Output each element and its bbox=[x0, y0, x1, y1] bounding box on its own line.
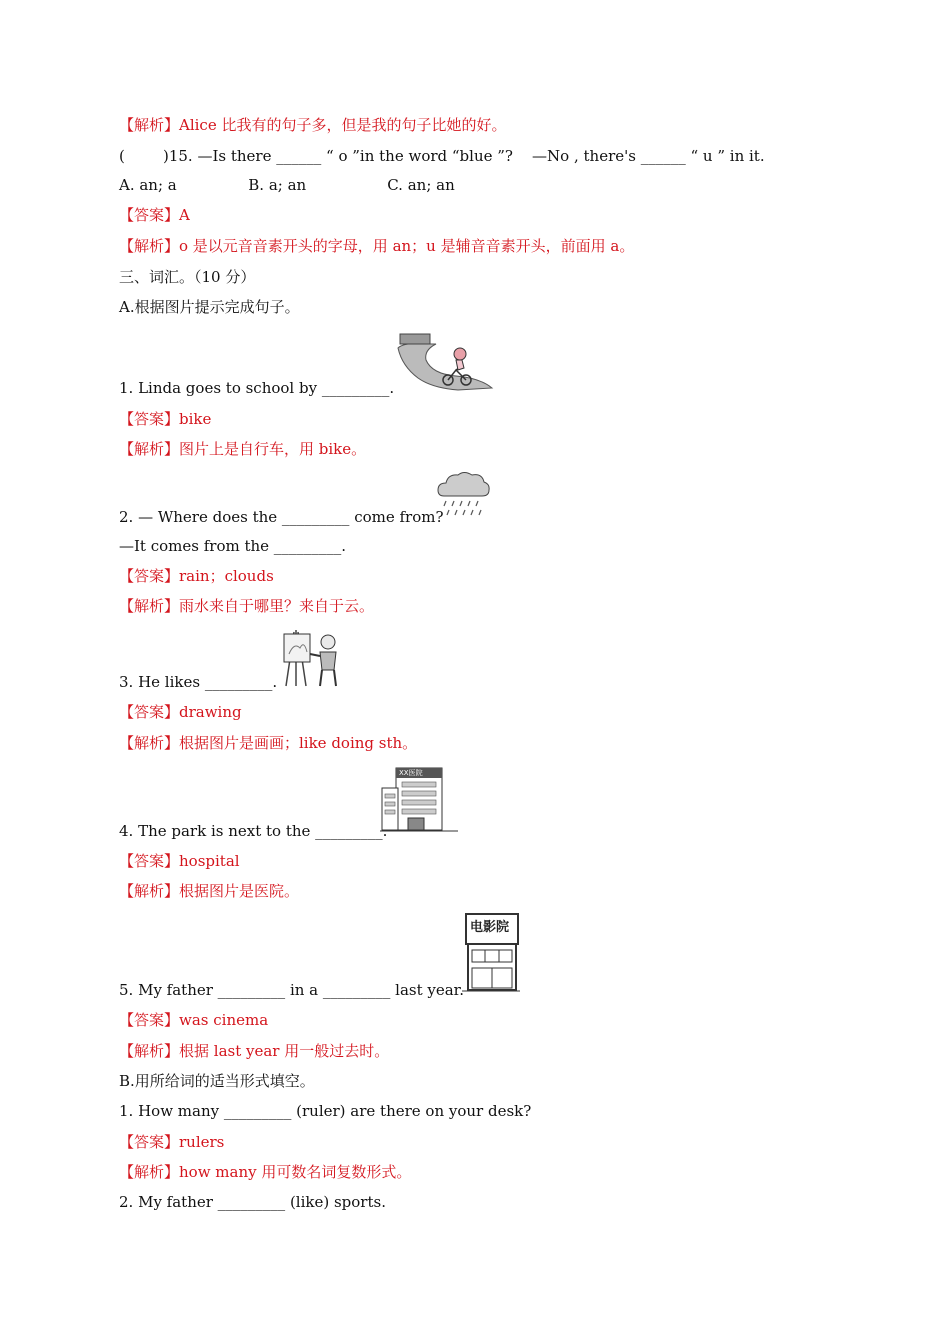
answer-text: 【答案】bike bbox=[119, 410, 212, 428]
analysis-text: 【解析】雨水来自于哪里？来自于云。 bbox=[119, 597, 375, 615]
vocab-question-4 bbox=[119, 822, 387, 840]
hospital-building-image bbox=[380, 766, 460, 834]
section-title: 三、词汇。（10 分） bbox=[119, 268, 256, 286]
vocab-question-3 bbox=[119, 673, 277, 691]
form-question-1 bbox=[119, 1102, 531, 1120]
question-text: 2. — Where does the _________ come from? bbox=[119, 508, 444, 526]
answer-text: 【答案】was cinema bbox=[119, 1011, 269, 1029]
form-answer-1 bbox=[119, 1133, 224, 1151]
form-analysis-1 bbox=[119, 1163, 411, 1181]
analysis-text: 【解析】根据图片是画画；like doing sth。 bbox=[119, 734, 418, 752]
answer-text: 【答案】A bbox=[119, 206, 190, 224]
answer-text: 【答案】rain；clouds bbox=[119, 567, 274, 585]
question-text: 1. Linda goes to school by _________. bbox=[119, 379, 395, 397]
vocab-question-5 bbox=[119, 981, 464, 999]
question-15 bbox=[119, 147, 765, 165]
vocab-analysis-1 bbox=[119, 440, 366, 458]
vocab-answer-2 bbox=[119, 567, 274, 585]
section-heading bbox=[119, 268, 255, 286]
vocab-question-2-reply bbox=[119, 537, 346, 555]
vocab-answer-3 bbox=[119, 703, 242, 721]
options-15 bbox=[119, 176, 455, 194]
analysis-14 bbox=[119, 116, 506, 134]
subsection-a-heading bbox=[119, 298, 300, 316]
subsection-title: A.根据图片提示完成句子。 bbox=[119, 298, 300, 316]
question-text: 2. My father _________ (like) sports. bbox=[119, 1193, 386, 1211]
vocab-question-2 bbox=[119, 508, 444, 526]
hospital-sign: XX医院 bbox=[399, 769, 423, 777]
analysis-text: 【解析】根据图片是医院。 bbox=[119, 882, 300, 900]
form-question-2 bbox=[119, 1193, 386, 1211]
vocab-answer-5 bbox=[119, 1011, 268, 1029]
vocab-answer-4 bbox=[119, 852, 240, 870]
analysis-text: 【解析】根据 last year 用一般过去时。 bbox=[119, 1042, 390, 1060]
question-text: 5. My father _________ in a _________ last year. bbox=[119, 981, 464, 999]
analysis-text: 【解析】o 是以元音音素开头的字母，用 an；u 是辅音音素开头，前面用 a。 bbox=[119, 237, 635, 255]
options-text: A. an; a B. a; an C. an; an bbox=[119, 176, 455, 194]
answer-text: 【答案】drawing bbox=[119, 703, 242, 721]
vocab-analysis-3 bbox=[119, 734, 417, 752]
question-text: ( )15. —Is there ______ “ o ”in the word “blue ”? —No , there's ______ “ u ” in it. bbox=[119, 147, 765, 165]
subsection-title: B.用所给词的适当形式填空。 bbox=[119, 1072, 315, 1090]
analysis-text: 【解析】how many 用可数名词复数形式。 bbox=[119, 1163, 412, 1181]
question-text: 4. The park is next to the _________. bbox=[119, 822, 388, 840]
vocab-analysis-5 bbox=[119, 1042, 389, 1060]
subsection-b-heading bbox=[119, 1072, 315, 1090]
vocab-analysis-2 bbox=[119, 597, 374, 615]
answer-text: 【答案】rulers bbox=[119, 1133, 225, 1151]
question-text: 1. How many _________ (ruler) are there on your desk? bbox=[119, 1102, 532, 1120]
vocab-answer-1 bbox=[119, 410, 211, 428]
vocab-question-1 bbox=[119, 379, 394, 397]
analysis-15 bbox=[119, 237, 634, 255]
answer-15 bbox=[119, 206, 190, 224]
cinema-sign: 电影院 bbox=[470, 920, 510, 935]
analysis-text: 【解析】Alice 比我有的句子多，但是我的句子比她的好。 bbox=[119, 116, 507, 134]
question-text: 3. He likes _________. bbox=[119, 673, 278, 691]
rain-cloud-image bbox=[436, 470, 492, 522]
cinema-building-image bbox=[462, 912, 522, 994]
vocab-analysis-4 bbox=[119, 882, 299, 900]
question-text: —It comes from the _________. bbox=[119, 537, 347, 555]
bike-road-image bbox=[396, 330, 496, 392]
analysis-text: 【解析】图片上是自行车，用 bike。 bbox=[119, 440, 367, 458]
boy-drawing-image bbox=[280, 624, 346, 688]
answer-text: 【答案】hospital bbox=[119, 852, 240, 870]
